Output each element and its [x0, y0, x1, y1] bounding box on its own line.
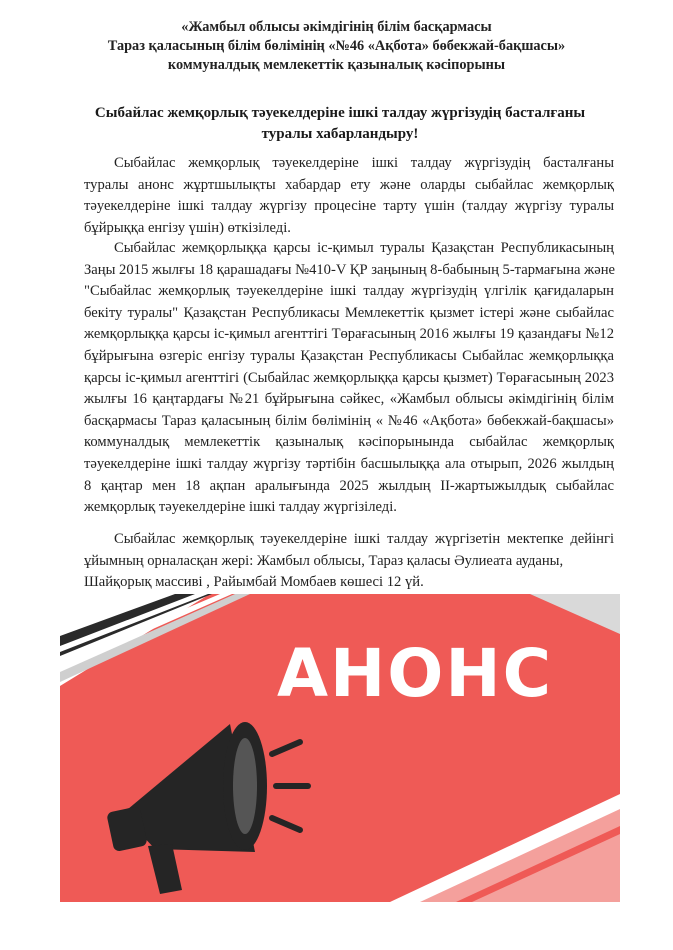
text-line: бұйрығына өзгеріс енгізу туралы Қазақстан Республикасы Сыбайлас жемқорлыққа [84, 347, 614, 364]
paragraph-legal-basis [84, 238, 614, 519]
paragraph-location [84, 529, 614, 594]
text-line: басқармасы Тараз қаласының білім бөлімінің « №46 «Ақбота» бөбекжай-бақшасы» [84, 412, 614, 429]
text-line: жылғы 16 қаңтардағы №21 бұйрығына сәйкес, «Жамбыл облысы әкімдігінің білім [84, 391, 614, 408]
document-title [80, 103, 600, 145]
text-line: жемқорлық тәуекелдеріне ішкі талдау жүргізіледі. [84, 499, 397, 516]
header-line-2: Тараз қаласының білім бөлімінің «№46 «Ақбота» бөбекжай-бақшасы» [107, 38, 566, 54]
text-line: "Сыбайлас жемқорлық тәуекелдеріне ішкі талдау жүргізудің үлгілік қағидаларын [84, 283, 614, 300]
text-line: ұйымның орналасқан жері: Жамбыл облысы, Тараз қаласы Әулиеата ауданы, [84, 552, 564, 569]
text-line: бұйрыққа енгізу үшін) өткізіледі. [84, 219, 291, 236]
text-line: бекіту туралы" Қазақстан Республикасы Мемлекеттік қызмет істері және сыбайлас [84, 304, 614, 321]
banner-title: АНОНС [276, 635, 554, 712]
header-line-1: «Жамбыл облысы әкімдігінің білім басқармасы [181, 19, 492, 35]
organization-header [60, 18, 613, 75]
text-line: тәуекелдеріне ішкі талдау жүргізу процесіне тарту үшін (талдау жүргізу туралы [84, 198, 614, 215]
text-line: 8 қаңтар мен 18 ақпан аралығында 2025 жылдың ІІ-жартыжылдық сыбайлас [84, 477, 614, 494]
title-line-2: туралы хабарландыру! [261, 126, 419, 142]
header-line-3: коммуналдық мемлекеттік қазыналық кәсіпорыны [167, 57, 506, 73]
text-line: жемқорлыққа қарсы іс-қимыл агенттігі Төрағасының 2016 жылғы 19 қазандағы №12 [84, 326, 614, 343]
paragraph-announcement-purpose [84, 153, 614, 239]
text-line: туралы анонс жұртшылықты хабардар ету және оларды сыбайлас жемқорлық [84, 176, 614, 193]
text-line: Сыбайлас жемқорлық тәуекелдеріне ішкі талдау жүргізетін мектепке дейінгі [114, 531, 614, 547]
text-line: Сыбайлас жемқорлыққа қарсы іс-қимыл туралы Қазақстан Республикасының [114, 240, 614, 256]
title-line-1: Сыбайлас жемқорлық тәуекелдеріне ішкі талдау жүргізудің басталғаны [94, 105, 586, 121]
text-line: коммуналдық мемлекеттік қазыналық кәсіпорынында сыбайлас жемқорлық [84, 434, 614, 451]
text-line: Сыбайлас жемқорлық тәуекелдеріне ішкі талдау жүргізудің басталғаны [114, 155, 614, 171]
text-line: Шайқорық массиві , Райымбай Момбаев көшесі 12 үй. [84, 574, 424, 591]
text-line: Заңы 2015 жылғы 18 қарашадағы №410-V ҚР заңының 8-бабының 5-тармағына және [84, 261, 615, 278]
banner-graphic [60, 594, 620, 902]
announcement-banner [60, 594, 620, 902]
text-line: қарсы іс-қимыл агенттігі (Сыбайлас жемқорлыққа қарсы қызмет) Төрағасының 2023 [84, 369, 614, 386]
text-line: тәуекелдеріне ішкі талдау жүргізу тәртібін басшылыққа ала отырып, 2026 жылдың [84, 455, 614, 472]
